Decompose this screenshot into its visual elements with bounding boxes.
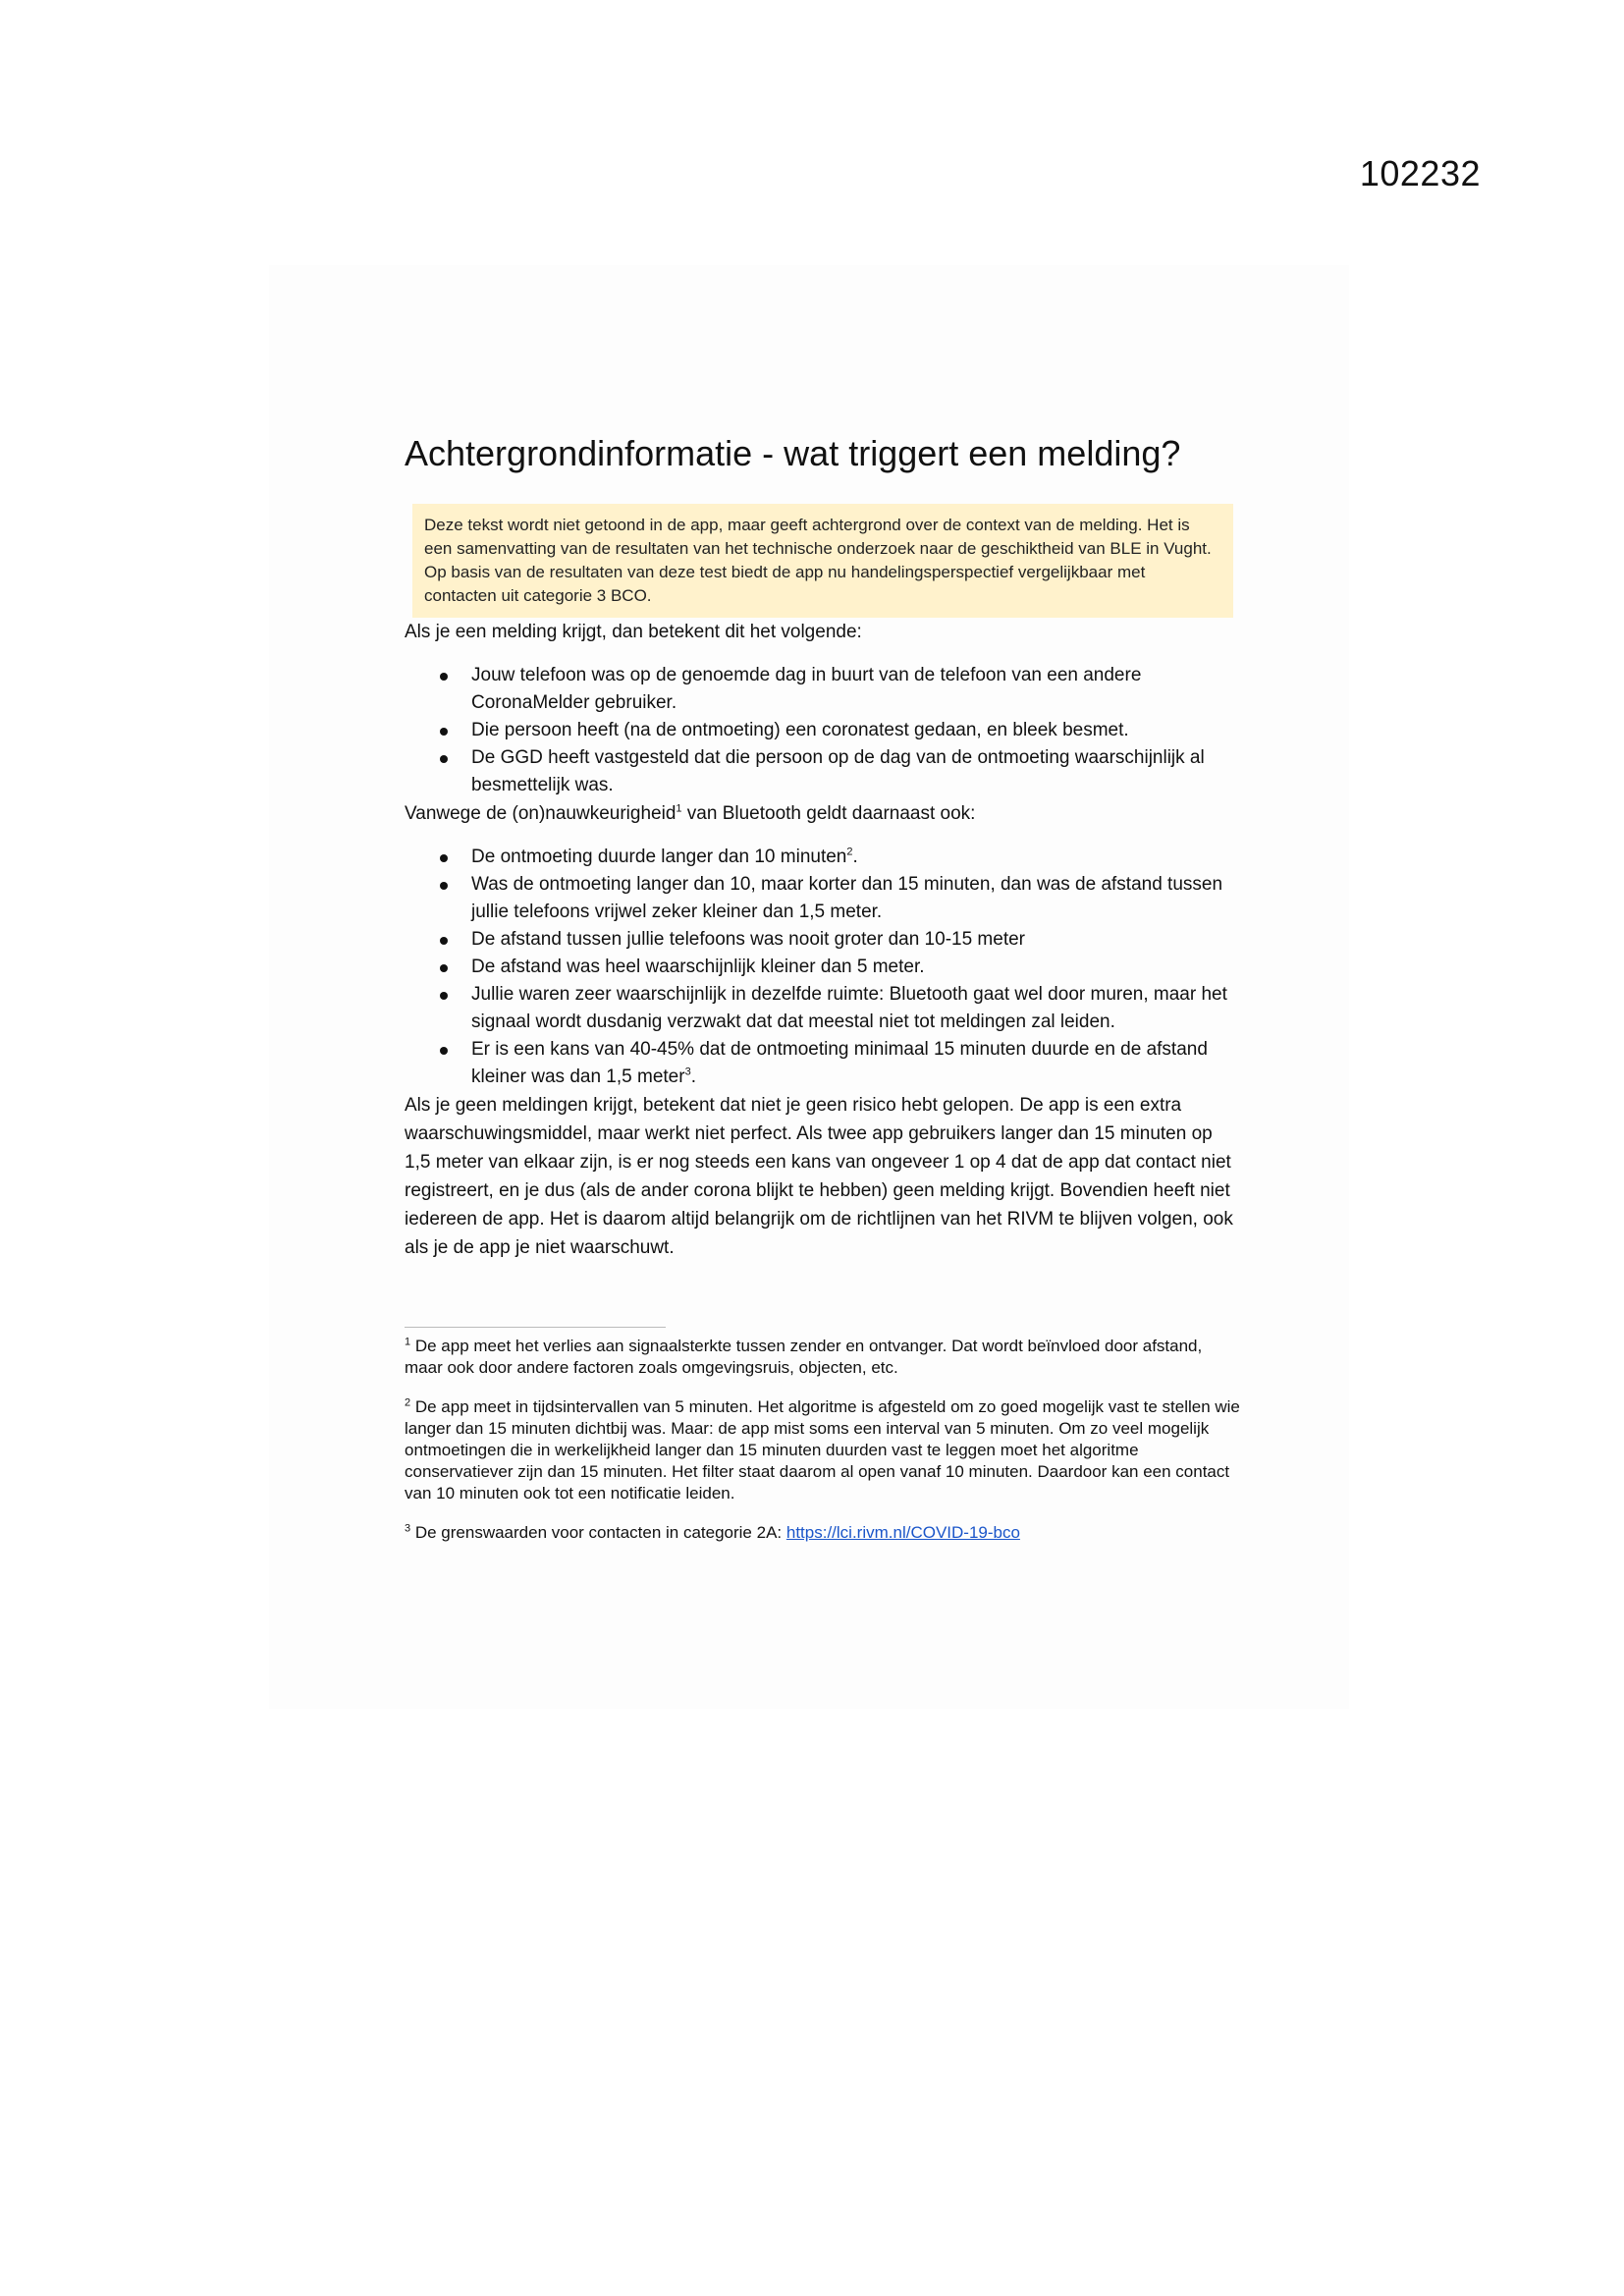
- list-item-text: Jullie waren zeer waarschijnlijk in dezelfde ruimte: Bluetooth gaat wel door muren, maar het signaal wordt dusdanig verzwakt dat dat meestal niet tot meldingen zal leiden.: [471, 984, 1227, 1033]
- context-notice: Deze tekst wordt niet getoond in de app, maar geeft achtergrond over de context van de melding. Het is een samenvatting van de resultaten van het technische onderzoek naar de geschiktheid van BLE in Vught. Op basis van de resultaten van deze test biedt de app nu handelingsperspectief vergelijkbaar met contacten uit categorie 3 BCO.: [412, 504, 1233, 618]
- list-item: [405, 844, 1239, 871]
- list-item: [405, 871, 1239, 926]
- list-item-text-end: .: [690, 1066, 696, 1088]
- no-notification-paragraph: Als je geen meldingen krijgt, betekent dat niet je geen risico hebt gelopen. De app is een extra waarschuwingsmiddel, maar werkt niet perfect. Als twee app gebruikers langer dan 15 minuten op 1,5 meter van elkaar zijn, is er nog steeds een kans van ongeveer 1 op 4 dat de app dat contact niet registreert, en je dus (als de ander corona blijkt te hebben) geen melding krijgt. Bovendien heeft niet iedereen de app. Het is daarom altijd belangrijk om de richtlijnen van het RIVM te blijven volgen, ook als je de app je niet waarschuwt.: [405, 1095, 1233, 1259]
- footnote-ref: 1: [676, 802, 682, 815]
- list-item-text: De afstand was heel waarschijnlijk kleiner dan 5 meter.: [471, 957, 925, 978]
- page-content: [405, 432, 1239, 1544]
- list-item: [405, 926, 1239, 954]
- bullet-icon: [440, 854, 448, 862]
- list-item-text: De GGD heeft vastgesteld dat die persoon op de dag van de ontmoeting waarschijnlijk al besmettelijk was.: [471, 747, 1205, 796]
- list-item: [405, 981, 1239, 1036]
- list-item-text: De afstand tussen jullie telefoons was nooit groter dan 10-15 meter: [471, 929, 1025, 951]
- list-item: [405, 717, 1239, 744]
- bullet-icon: [440, 964, 448, 972]
- list-item-text: Was de ontmoeting langer dan 10, maar korter dan 15 minuten, dan was de afstand tussen jullie telefoons vrijwel zeker kleiner dan 1,5 meter.: [471, 874, 1223, 923]
- list-item: [405, 662, 1239, 717]
- bullet-icon: [440, 882, 448, 890]
- footnote-text: De app meet het verlies aan signaalsterkte tussen zender en ontvanger. Dat wordt beïnvloed door afstand, maar ook door andere factoren zoals omgevingsruis, objecten, etc.: [405, 1337, 1203, 1378]
- rivm-bco-link[interactable]: https://lci.rivm.nl/COVID-19-bco: [785, 1523, 1020, 1543]
- page-title: Achtergrondinformatie - wat triggert een melding?: [405, 433, 1181, 473]
- list-item: [405, 954, 1239, 981]
- bluetooth-intro-text: Vanwege de (on)nauwkeurigheid: [405, 803, 677, 825]
- document-number: 102232: [1359, 153, 1481, 193]
- list-item-text: Jouw telefoon was op de genoemde dag in buurt van de telefoon van een andere CoronaMelder gebruiker.: [471, 665, 1142, 714]
- list-item-text: Er is een kans van 40-45% dat de ontmoeting minimaal 15 minuten duurde en de afstand kleiner was dan 1,5 meter: [471, 1039, 1208, 1088]
- bluetooth-list: [405, 844, 1239, 1091]
- footnote-marker: 2: [405, 1396, 411, 1409]
- footnote-ref: 2: [846, 846, 853, 858]
- list-item-text: De ontmoeting duurde langer dan 10 minuten: [471, 847, 847, 868]
- footnote-marker: 1: [405, 1336, 411, 1348]
- footnote-text: De grenswaarden voor contacten in categorie 2A:: [410, 1523, 786, 1543]
- footnote-3: [405, 1522, 1239, 1544]
- footnote-text: De app meet in tijdsintervallen van 5 minuten. Het algoritme is afgesteld om zo goed mogelijk vast te stellen wie langer dan 15 minuten dichtbij was. Maar: de app mist soms een interval van 5 minuten. Om zo veel mogelijk ontmoetingen die in werkelijkheid langer dan 15 minuten duurden vast te leggen moet het algoritme conservatiever zijn dan 15 minuten. Het filter staat daarom al open vanaf 10 minuten. Daardoor kan een contact van 10 minuten ook tot een notificatie leiden.: [405, 1397, 1240, 1503]
- footnote-1: [405, 1336, 1239, 1379]
- footnote-separator: [405, 1327, 666, 1328]
- bullet-icon: [440, 673, 448, 681]
- melding-list: [405, 662, 1239, 799]
- bullet-icon: [440, 728, 448, 736]
- bullet-icon: [440, 937, 448, 945]
- melding-intro: Als je een melding krijgt, dan betekent dit het volgende:: [405, 622, 862, 643]
- footnote-ref: 3: [684, 1066, 691, 1078]
- bullet-icon: [440, 1047, 448, 1055]
- list-item: [405, 744, 1239, 799]
- list-item-text-end: .: [852, 847, 858, 868]
- list-item-text: Die persoon heeft (na de ontmoeting) een coronatest gedaan, en bleek besmet.: [471, 720, 1129, 741]
- list-item: [405, 1036, 1239, 1091]
- bluetooth-intro: [405, 799, 1239, 828]
- bullet-icon: [440, 755, 448, 763]
- bluetooth-intro-text-end: van Bluetooth geldt daarnaast ook:: [681, 803, 976, 825]
- footnote-2: [405, 1396, 1243, 1504]
- footnote-marker: 3: [405, 1522, 411, 1535]
- bullet-icon: [440, 992, 448, 1000]
